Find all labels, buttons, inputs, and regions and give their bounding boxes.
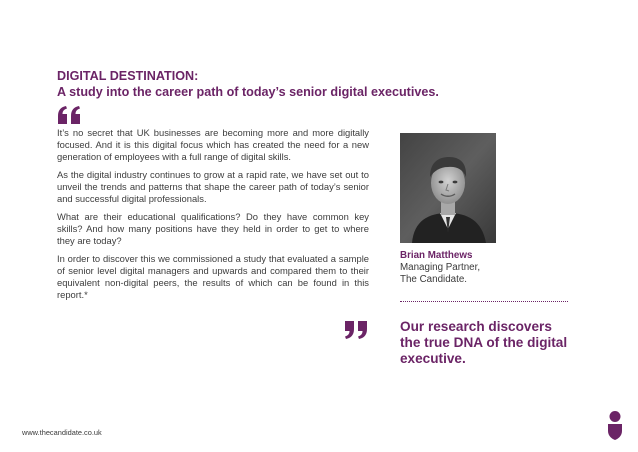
heading-subtitle: A study into the career path of today’s senior digital executives.: [57, 85, 439, 99]
highlight-line: Our research discovers: [400, 319, 552, 334]
paragraph: It’s no secret that UK businesses are becoming more and more digitally focused. And it is this digital focus which has created the need for a new generation of employees with a full range of digital skills.: [57, 127, 369, 162]
profile-role: [400, 262, 480, 286]
profile-name: Brian Matthews: [400, 250, 473, 261]
heading-title: DIGITAL DESTINATION:: [57, 69, 199, 83]
website-link[interactable]: www.thecandidate.co.uk: [22, 428, 102, 437]
highlight-line: executive.: [400, 351, 466, 366]
dotted-divider: [400, 301, 568, 302]
profile-title: Managing Partner,: [400, 262, 481, 273]
person-logo-icon: [607, 410, 623, 440]
paragraph: What are their educational qualifications? Do they have common key skills? And how many positions have they held in order to get to where they are today?: [57, 211, 369, 246]
highlight-statement: [400, 319, 600, 367]
open-quote-icon: [56, 106, 82, 124]
close-quote-icon: [343, 321, 369, 339]
page-heading: [57, 68, 497, 100]
intro-text: [57, 127, 369, 307]
paragraph: In order to discover this we commissioned a study that evaluated a sample of senior level digital managers and upwards and compared them to their equivalent non-digital peers, the results of which can be found in this report.*: [57, 253, 369, 300]
paragraph: As the digital industry continues to grow at a rapid rate, we have set out to unveil the trends and patterns that shape the career path of today’s senior and successful digital professionals.: [57, 169, 369, 204]
portrait-illustration: [400, 133, 496, 243]
highlight-line: the true DNA of the digital: [400, 335, 568, 350]
profile-company: The Candidate.: [400, 274, 467, 285]
profile-photo: [400, 133, 496, 243]
